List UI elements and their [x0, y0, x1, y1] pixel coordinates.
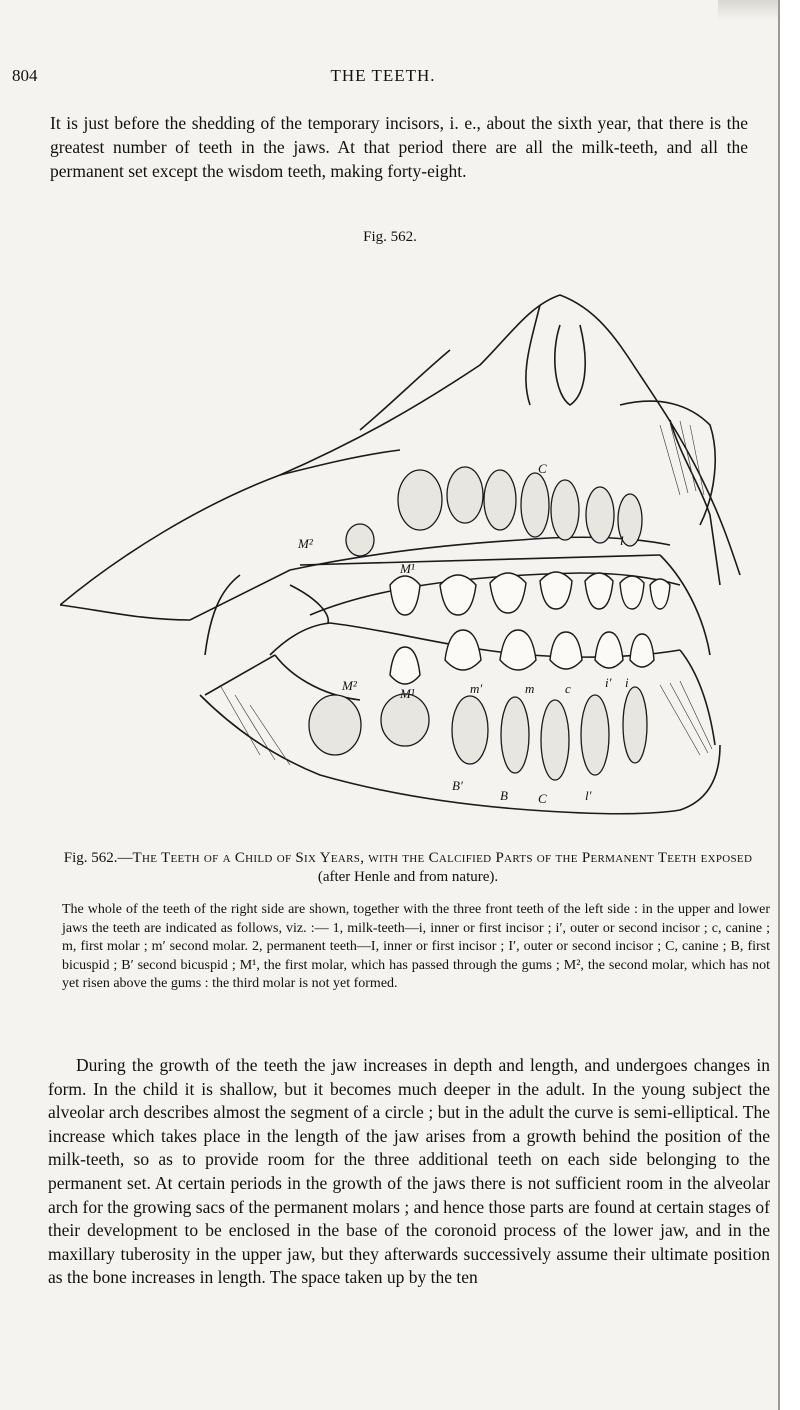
label-lower-C: C: [538, 791, 547, 806]
label-upper-l: l: [620, 533, 624, 548]
label-lower-M1: M¹: [400, 686, 415, 701]
intro-paragraph: It is just before the shedding of the temporary incisors, i. e., about the sixth year, that there is the greatest number of teeth in the jaws. At that period there are all the milk-teeth, and all the permanent set except the wisdom teeth, making forty-eight.: [50, 113, 748, 181]
label-lower-i: i: [625, 675, 629, 690]
caption-lead: Fig. 562.—: [63, 850, 133, 866]
label-lower-l-prime: l′: [585, 788, 592, 803]
figure-label: Fig. 562.: [363, 229, 417, 245]
jaw-illustration: [60, 255, 780, 845]
label-lower-m: m: [525, 681, 535, 696]
label-lower-c: c: [565, 681, 571, 696]
running-title: THE TEETH.: [330, 66, 436, 85]
label-lower-B-prime: B′: [452, 778, 463, 793]
label-lower-M2: M²: [342, 678, 357, 693]
page-edge-stain: [718, 0, 778, 20]
figure-caption: [46, 849, 770, 887]
label-lower-B: B: [500, 788, 508, 803]
caption-title: The Teeth of a Child of Six Years, with the Calcified Parts of the Permanent Teeth exposed: [132, 850, 753, 866]
figure-description: The whole of the teeth of the right side are shown, together with the three front teeth of the left side : in the upper and lower jaws the teeth are indicated as follows, viz. :— 1, milk-teeth—i, inner or first incisor ; i′, outer or second incisor ; c, canine ; m, first molar ; m′ second molar. 2, permanent teeth—I, inner or first incisor ; I′, outer or second incisor ; C, canine ; B, first bicuspid ; B′ second bicuspid ; M¹, the first molar, which has passed through the gums ; M², the second molar, which has not yet risen above the gums : the third molar is not yet formed.: [62, 902, 770, 991]
page-header: [12, 66, 754, 90]
label-upper-M1: M¹: [400, 561, 415, 576]
label-upper-C: C: [538, 461, 547, 476]
page-number: 804: [12, 66, 38, 85]
caption-note: (after Henle and from nature).: [317, 869, 499, 885]
label-lower-i-prime: i′: [605, 675, 612, 690]
label-upper-M2: M²: [298, 536, 313, 551]
label-lower-m-prime: m′: [470, 681, 483, 696]
body-paragraph: During the growth of the teeth the jaw increases in depth and length, and undergoes changes in form. In the child it is shallow, but it becomes much deeper in the adult. In the young subject the alveolar arch describes almost the segment of a circle ; but in the adult the curve is semi-elliptical. The increase which takes place in the length of the jaw arises from a growth behind the position of the milk-teeth, so as to provide room for the three additional teeth on each side belonging to the permanent set. At certain periods in the growth of the jaws there is not sufficient room in the alveolar arch for the growing sacs of the permanent molars ; and hence those parts are found at certain stages of their development to be enclosed in the base of the coronoid process of the lower jaw, and in the maxillary tuberosity in the upper jaw, but they afterwards successively assume their ultimate position as the bone increases in length. The space taken up by the ten: [48, 1055, 770, 1288]
